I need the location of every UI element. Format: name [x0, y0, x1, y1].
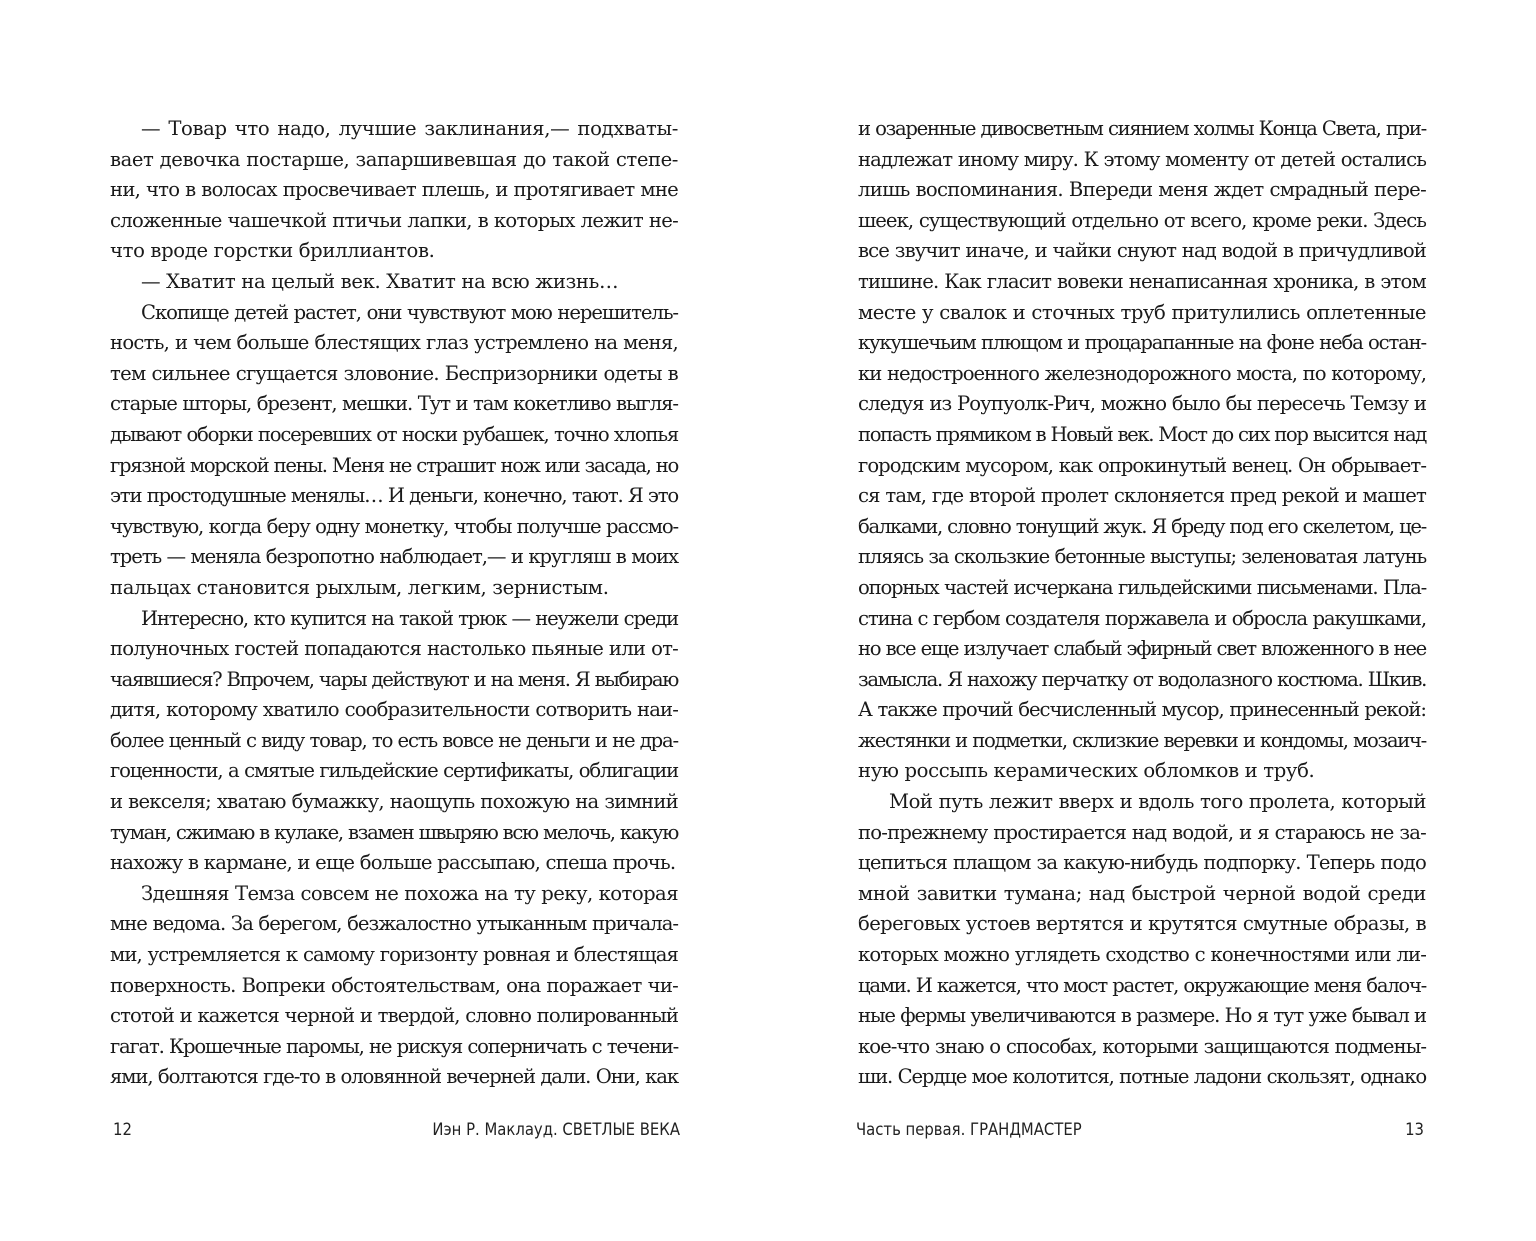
text-line: шеек, существующий отдельно от всего, кроме реки. Здесь	[858, 208, 1426, 232]
text-line: кукушечьим плющом и процарапанные на фоне неба остан-	[858, 331, 1426, 355]
right-page-text	[858, 114, 1426, 1093]
text-line: по-прежнему простирается над водой, и я стараюсь не за-	[858, 820, 1426, 844]
text-line: следуя из Роупуолк-Рич, можно было бы пересечь Темзу и	[858, 392, 1426, 416]
text-line: туман, сжимаю в кулаке, взамен швыряю всю мелочь, какую	[110, 820, 678, 844]
text-line: городским мусором, как опрокинутый венец. Он обрывает-	[858, 453, 1426, 477]
text-line: ми, устремляется к самому горизонту ровная и блестящая	[110, 943, 678, 967]
text-line: грязной морской пены. Меня не страшит нож или засада, но	[110, 453, 678, 477]
text-line: дывают оборки посеревших от носки рубашек, точно хлопья	[110, 422, 678, 446]
text-line: старые шторы, брезент, мешки. Тут и там кокетливо выгля-	[110, 392, 678, 416]
text-line: сложенные чашечкой птичьи лапки, в которых лежит не-	[110, 208, 678, 232]
text-line: треть — меняла безропотно наблюдает,— и кругляш в моих	[110, 545, 678, 569]
text-line: ся там, где второй пролет склоняется пред рекой и машет	[858, 484, 1426, 508]
page-number-right: 13	[1405, 1120, 1424, 1139]
text-line: стотой и кажется черной и твердой, словно полированный	[110, 1004, 678, 1028]
text-line: лишь воспоминания. Впереди меня ждет смрадный пере-	[858, 178, 1426, 202]
left-page	[110, 114, 678, 1093]
text-line: поверхность. Вопреки обстоятельствам, она поражает чи-	[110, 973, 678, 997]
text-line: все звучит иначе, и чайки снуют над водой в причудливой	[858, 239, 1426, 263]
text-line: чаявшиеся? Впрочем, чары действуют и на меня. Я выбираю	[110, 667, 678, 691]
text-line: кое-что знаю о способах, которыми защищаются подмены-	[858, 1034, 1426, 1058]
text-line: гоценности, а смятые гильдейские сертификаты, облигации	[110, 759, 678, 783]
text-line: — Товар что надо, лучшие заклинания,— подхваты-	[141, 117, 678, 140]
text-line: гагат. Крошечные паромы, не рискуя соперничать с течени-	[110, 1034, 678, 1058]
text-line: тишине. Как гласит вовеки ненаписанная хроника, в этом	[858, 269, 1426, 293]
text-line: А также прочий бесчисленный мусор, принесенный рекой:	[858, 698, 1426, 722]
text-line: пляясь за скользкие бетонные выступы; зеленоватая латунь	[858, 545, 1426, 569]
text-line: цами. И кажется, что мост растет, окружающие меня балоч-	[858, 973, 1426, 997]
text-line: мне ведома. За берегом, безжалостно утыканным причала-	[110, 912, 678, 936]
text-line: попасть прямиком в Новый век. Мост до сих пор высится над	[858, 422, 1426, 446]
text-line: надлежат иному миру. К этому моменту от детей остались	[858, 147, 1426, 171]
left-page-text	[110, 114, 678, 1093]
text-line: стина с гербом создателя поржавела и обросла ракушками,	[858, 606, 1426, 630]
text-line: чувствую, когда беру одну монетку, чтобы получше рассмо-	[110, 514, 678, 538]
text-line: ями, болтаются где-то в оловянной вечерней дали. Они, как	[110, 1065, 678, 1089]
text-line: Скопище детей растет, они чувствуют мою нерешитель-	[141, 300, 678, 324]
text-line: ные фермы увеличиваются в размере. Но я тут уже бывал и	[858, 1004, 1426, 1028]
text-line: ность, и чем больше блестящих глаз устремлено на меня,	[110, 331, 678, 355]
text-line: полуночных гостей попадаются настолько пьяные или от-	[110, 637, 678, 661]
text-line: более ценный с виду товар, то есть вовсе не деньги и не дра-	[110, 728, 678, 752]
running-header-right: Часть первая. ГРАНДМАСТЕР	[856, 1120, 1082, 1139]
text-line: опорных частей исчеркана гильдейскими письменами. Пла-	[858, 575, 1426, 599]
text-line: месте у свалок и сточных труб притулились оплетенные	[858, 300, 1426, 324]
text-line: мной завитки тумана; над быстрой черной водой среди	[858, 881, 1426, 905]
text-line: Здешняя Темза совсем не похожа на ту реку, которая	[141, 881, 678, 905]
text-line: жестянки и подметки, склизкие веревки и кондомы, мозаич-	[858, 728, 1426, 752]
text-line: тем сильнее сгущается зловоние. Беспризорники одеты в	[110, 361, 678, 385]
text-line: но все еще излучает слабый эфирный свет вложенного в нее	[858, 637, 1426, 661]
text-line: ши. Сердце мое колотится, потные ладони скользят, однако	[858, 1065, 1426, 1089]
text-line: Мой путь лежит вверх и вдоль того пролета, который	[889, 790, 1426, 814]
text-line: что вроде горстки бриллиантов.	[110, 239, 435, 263]
text-line: Интересно, кто купится на такой трюк — неужели среди	[141, 606, 678, 630]
text-line: ки недостроенного железнодорожного моста, по которому,	[858, 361, 1426, 385]
text-line: береговых устоев вертятся и крутятся смутные образы, в	[858, 912, 1426, 936]
text-line: вает девочка постарше, запаршивевшая до такой степе-	[110, 147, 678, 171]
running-header-left: Иэн Р. Маклауд. СВЕТЛЫЕ ВЕКА	[432, 1120, 680, 1139]
page-number-left: 12	[113, 1120, 132, 1139]
text-line: пальцах становится рыхлым, легким, зернистым.	[110, 575, 609, 599]
text-line: нахожу в кармане, и еще больше рассыпаю, спеша прочь.	[110, 851, 676, 875]
text-line: цепиться плащом за какую-нибудь подпорку. Теперь подо	[858, 851, 1426, 875]
text-line: замысла. Я нахожу перчатку от водолазного костюма. Шкив.	[858, 667, 1426, 691]
text-line: и векселя; хватаю бумажку, наощупь похожую на зимний	[110, 790, 678, 814]
text-line: — Хватит на целый век. Хватит на всю жизнь…	[141, 269, 619, 293]
text-line: и озаренные дивосветным сиянием холмы Конца Света, при-	[858, 117, 1426, 140]
text-line: которых можно углядеть сходство с конечностями или ли-	[858, 943, 1426, 967]
text-line: дитя, которому хватило сообразительности сотворить наи-	[110, 698, 678, 722]
text-line: эти простодушные менялы… И деньги, конечно, тают. Я это	[110, 484, 678, 508]
text-line: балками, словно тонущий жук. Я бреду под его скелетом, це-	[858, 514, 1426, 538]
text-line: ную россыпь керамических обломков и труб.	[858, 759, 1315, 783]
text-line: ни, что в волосах просвечивает плешь, и протягивает мне	[110, 178, 678, 202]
right-page	[858, 114, 1426, 1093]
